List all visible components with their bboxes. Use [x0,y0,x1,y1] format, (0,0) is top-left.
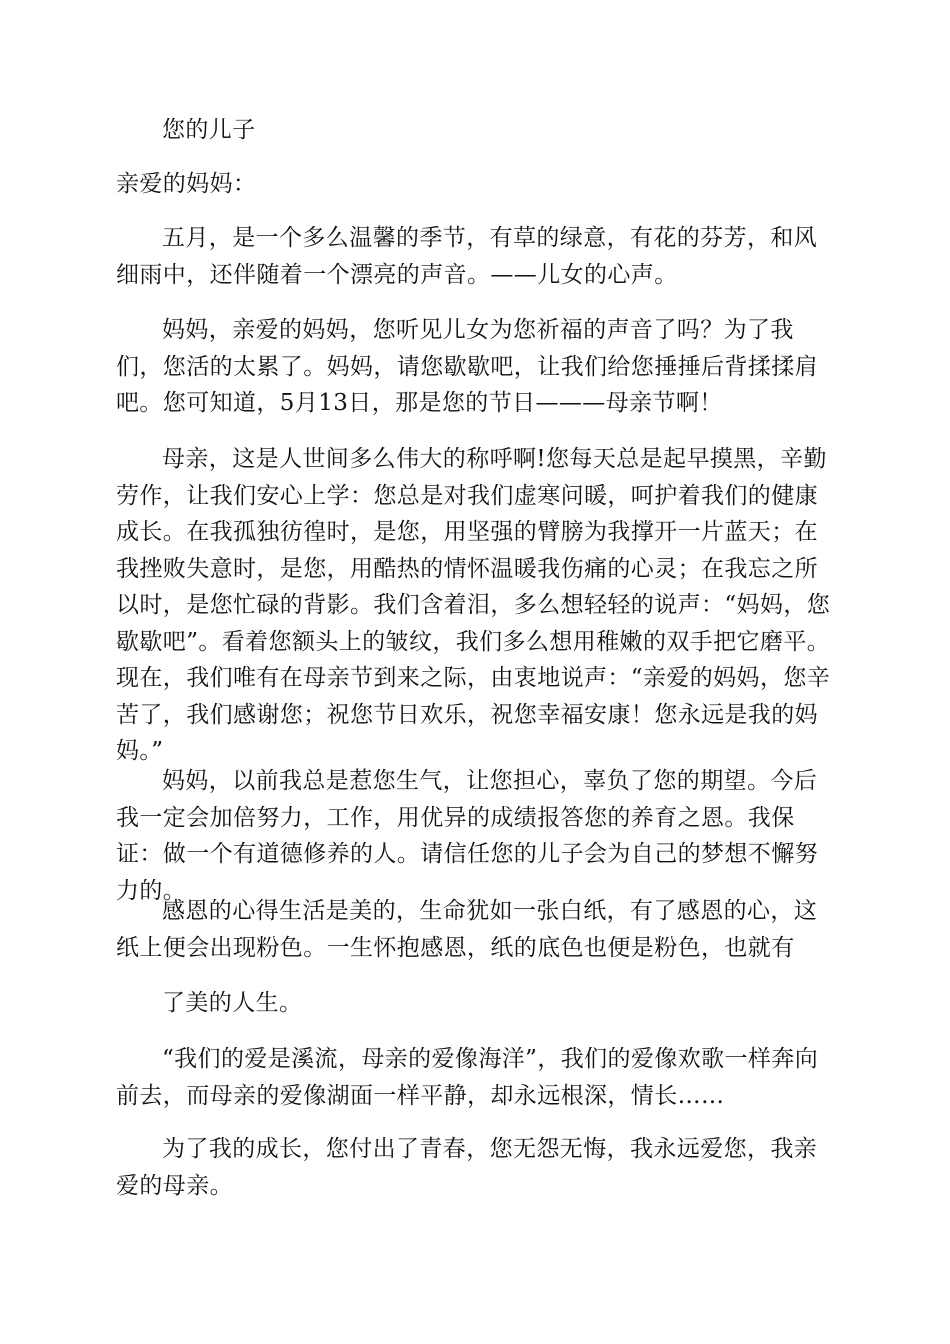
paragraph-mother-greatness: 母亲，这是人世间多么伟大的称呼啊!您每天总是起早摸黑，辛勤劳作，让我们安心上学：您总是对我们虚寒问暖，呵护着我们的健康成长。在我孤独彷徨时，是您，用坚强的臂膀为我撑开一片蓝天；在我挫败失意时，是您，用酷热的情怀温暖我伤痛的心灵；在我忘之所以时，是您忙碌的背影。我们含着泪，多么想轻轻的说声：“妈妈，您歇歇吧”。看着您额头上的皱纹，我们多么想用稚嫩的双手把它磨平。现在，我们唯有在母亲节到来之际，由衷地说声：“亲爱的妈妈，您辛苦了，我们感谢您；祝您节日欢乐，祝您幸福安康！您永远是我的妈妈。” [116,446,831,764]
paragraph-promise: 妈妈，以前我总是惹您生气，让您担心，辜负了您的期望。今后我一定会加倍努力，工作，用优异的成绩报答您的养育之恩。我保证：做一个有道德修养的人。请信任您的儿子会为自己的梦想不懈努力的。 [116,768,818,904]
paragraph-gratitude: 感恩的心得生活是美的，生命犹如一张白纸，有了感恩的心，这纸上便会出现粉色。一生怀抱感恩，纸的底色也便是粉色，也就有 [116,898,818,961]
paragraph-may: 五月，是一个多么温馨的季节，有草的绿意，有花的芬芳，和风细雨中，还伴随着一个漂亮的声音。——儿女的心声。 [116,225,818,288]
signature-line: 您的儿子 [162,117,256,143]
paragraph-closing: 为了我的成长，您付出了青春，您无怨无悔，我永远爱您，我亲爱的母亲。 [116,1136,818,1199]
paragraph-mom: 妈妈，亲爱的妈妈，您听见儿女为您祈福的声音了吗？为了我们，您活的太累了。妈妈，请您歇歇吧，让我们给您捶捶后背揉揉肩吧。您可知道，5月13日，那是您的节日———母亲节啊！ [116,317,818,416]
paragraph-gratitude-continuation: 了美的人生。 [162,990,303,1016]
paragraph-love-stream: “我们的爱是溪流，母亲的爱像海洋”，我们的爱像欢歌一样奔向前去，而母亲的爱像湖面一样平静，却永远根深，情长…… [116,1046,819,1109]
salutation: 亲爱的妈妈： [116,171,257,197]
